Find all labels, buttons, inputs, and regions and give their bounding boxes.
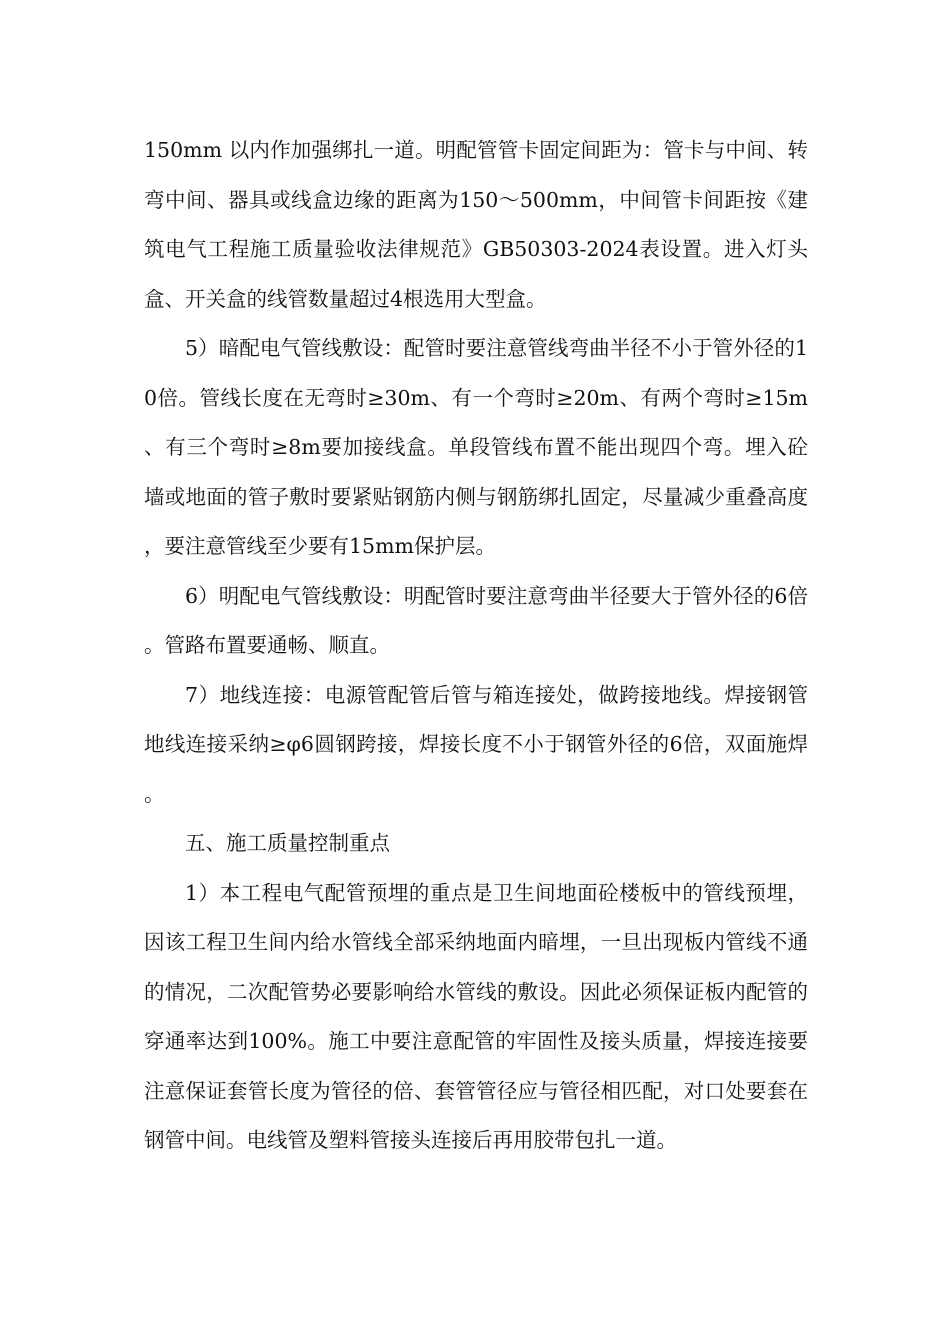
paragraph-item-1-key-points: 1）本工程电气配管预埋的重点是卫生间地面砼楼板中的管线预埋，因该工程卫生间内给水管线全部采纳地面内暗埋，一旦出现板内管线不通的情况，二次配管势必要影响给水管线的敷设。因此必须保证板内配管的穿通率达到100%。施工中要注意配管的牢固性及接头质量，焊接连接要注意保证套管长度为管径的倍、套管管径应与管径相匹配，对口处要套在钢管中间。电线管及塑料管接头连接后再用胶带包扎一道。 — [144, 880, 808, 1152]
section-heading-quality-control: 五、施工质量控制重点 — [185, 831, 390, 855]
document-body — [144, 126, 808, 1166]
paragraph-item-6-exposed-conduit: 6）明配电气管线敷设：明配管时要注意弯曲半径要大于管外径的6倍。管路布置要通畅、顺直。 — [144, 583, 808, 657]
paragraph-item-5-concealed-conduit: 5）暗配电气管线敷设：配管时要注意管线弯曲半径不小于管外径的10倍。管线长度在无弯时≥30m、有一个弯时≥20m、有两个弯时≥15m、有三个弯时≥8m要加接线盒。单段管线布置不能出现四个弯。埋入砼墙或地面的管子敷时要紧贴钢筋内侧与钢筋绑扎固定，尽量减少重叠高度，要注意管线至少要有15mm保护层。 — [144, 336, 808, 558]
paragraph-continuation: 150mm 以内作加强绑扎一道。明配管管卡固定间距为：管卡与中间、转弯中间、器具或线盒边缘的距离为150～500mm，中间管卡间距按《建筑电气工程施工质量验收法律规范》GB50303-2024表设置。进入灯头盒、开关盒的线管数量超过4根选用大型盒。 — [144, 138, 808, 311]
paragraph-item-7-ground-connection: 7）地线连接：电源管配管后管与箱连接处，做跨接地线。焊接钢管地线连接采纳≥φ6圆钢跨接，焊接长度不小于钢管外径的6倍，双面施焊。 — [144, 682, 808, 806]
